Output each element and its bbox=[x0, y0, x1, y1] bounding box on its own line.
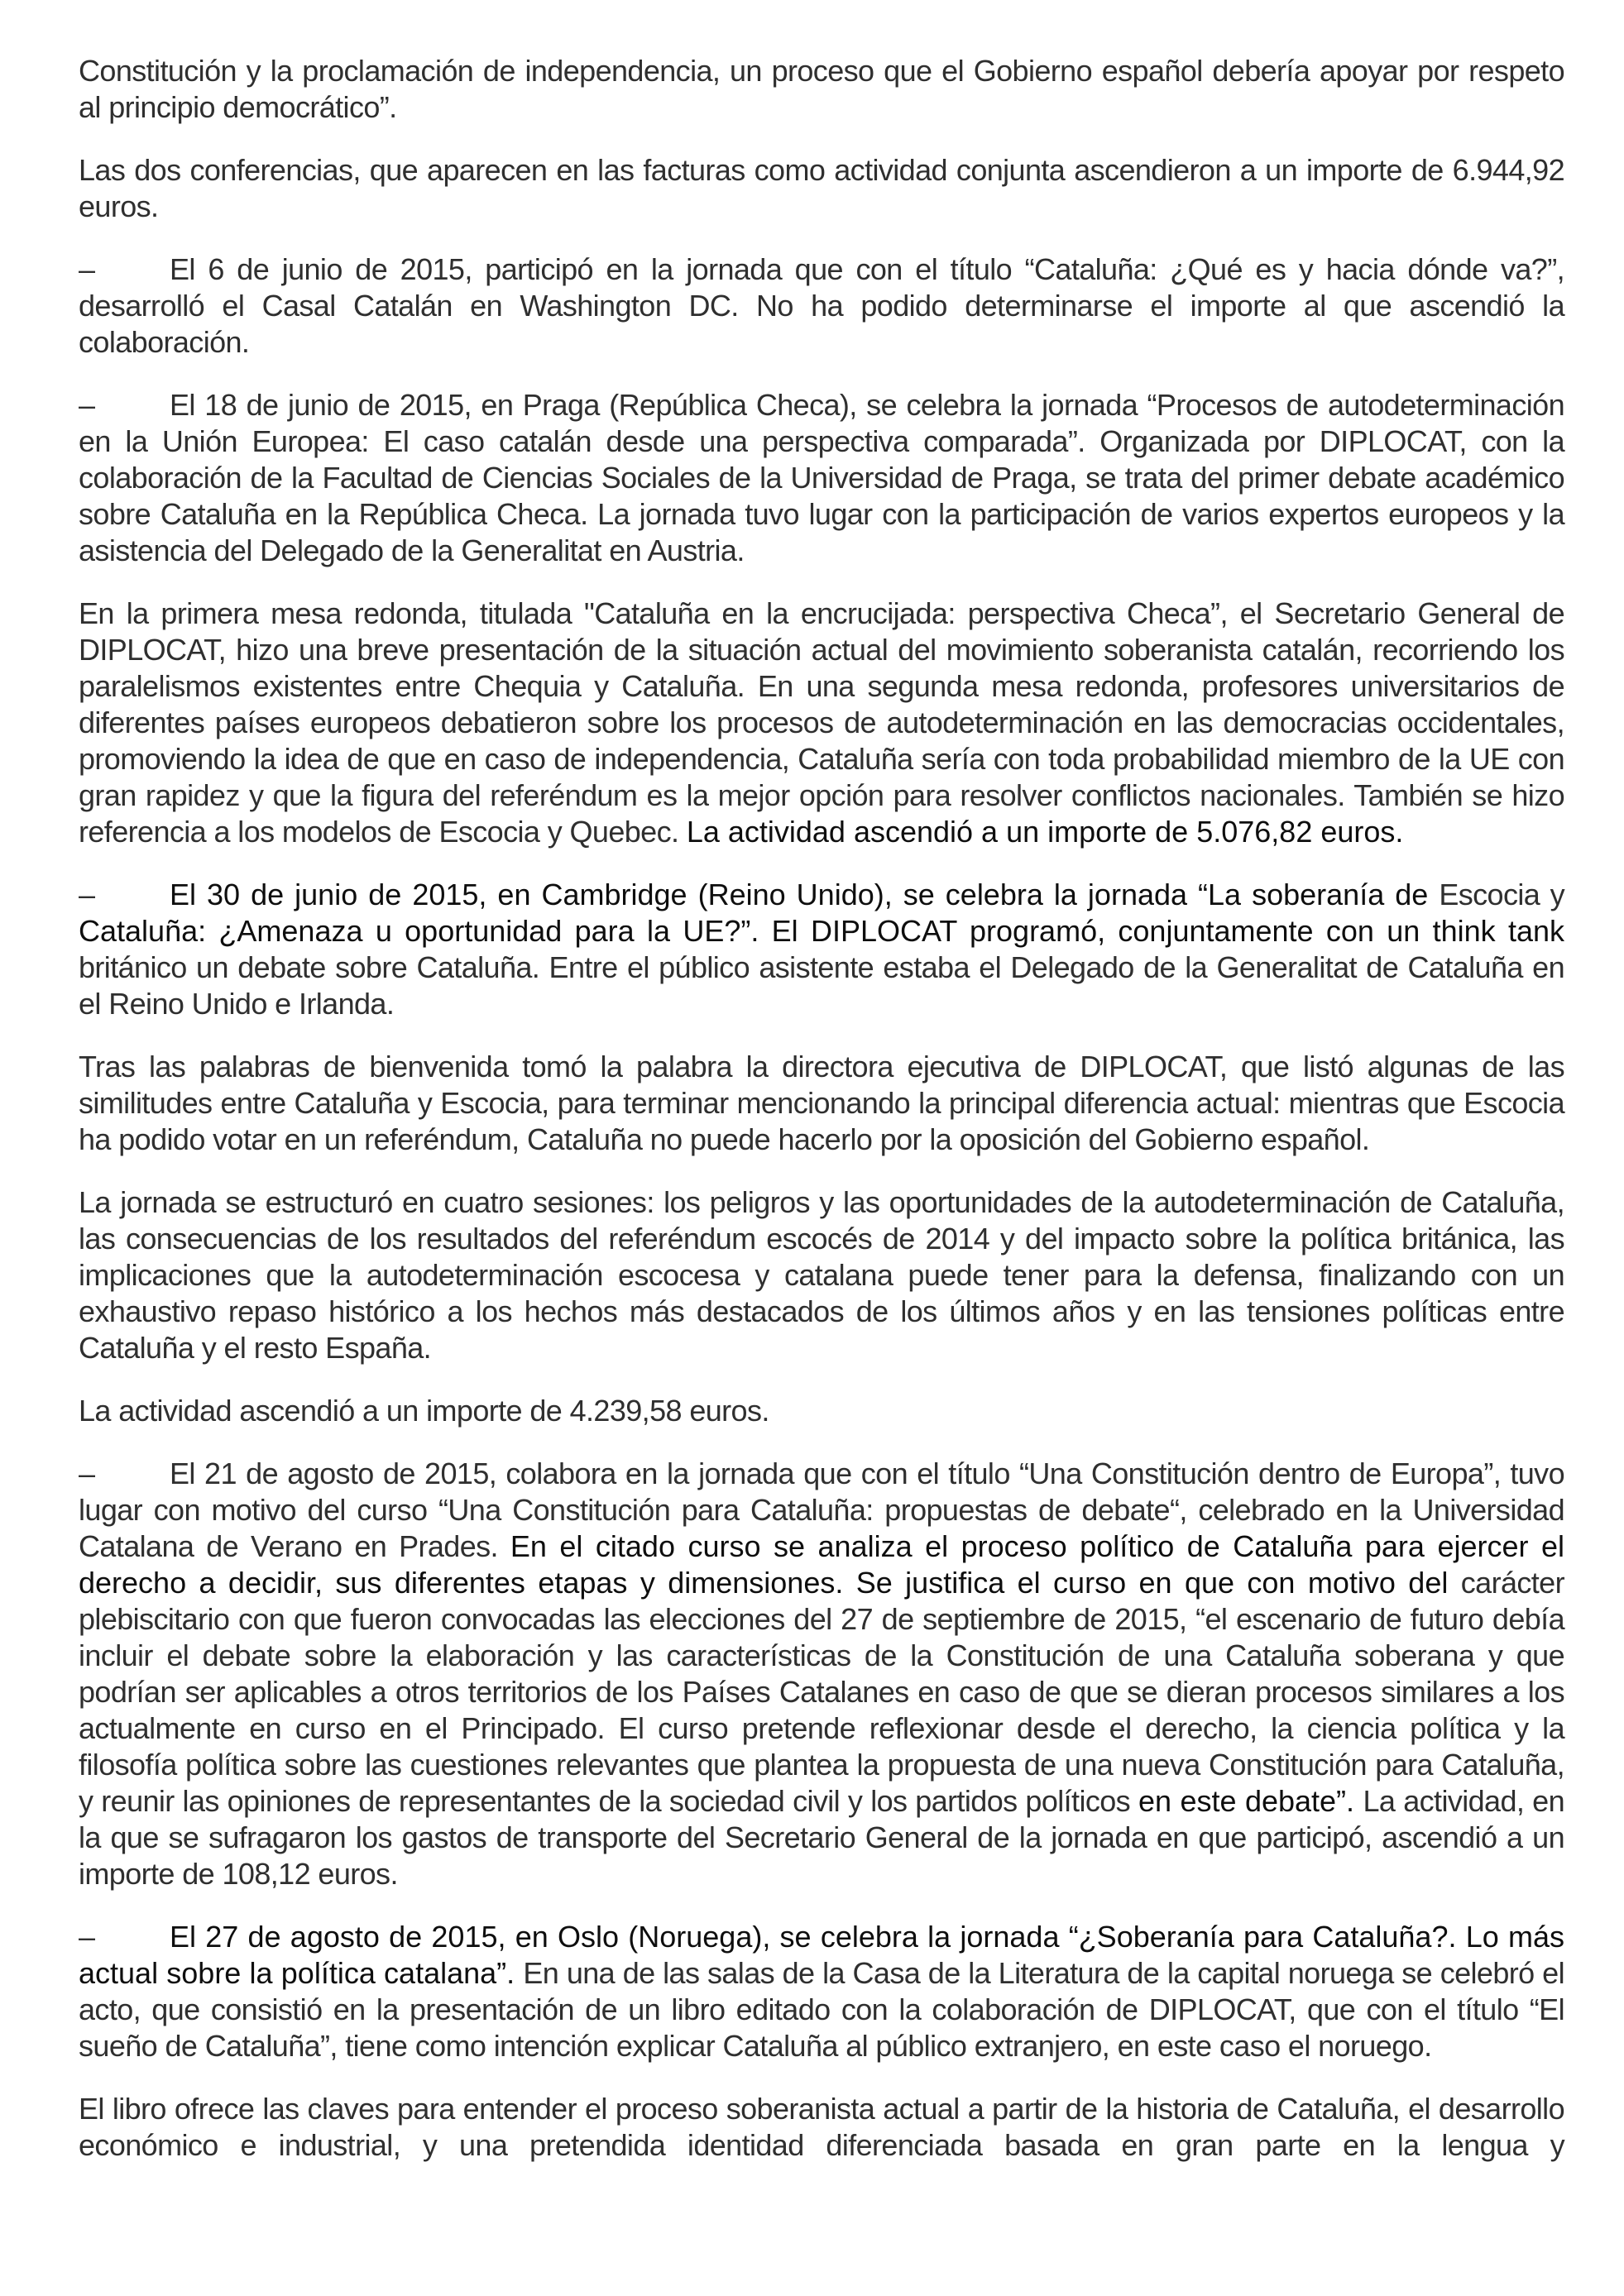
bullet-dash: – bbox=[79, 388, 96, 422]
text-run-narrow: Las dos conferencias, que aparecen en las facturas como actividad conjunta ascendieron a un importe de 6.944,92 euros. bbox=[79, 153, 1564, 223]
bullet-paragraph bbox=[79, 251, 1564, 361]
paragraph bbox=[79, 53, 1564, 126]
bullet-dash: – bbox=[79, 1457, 96, 1490]
text-run-regular: La actividad ascendió a un importe de 5.076,82 euros. bbox=[686, 815, 1404, 849]
text-run-narrow: Tras las palabras de bienvenida tomó la palabra la directora ejecutiva de DIPLOCAT, que listó algunas de las similitudes entre Cataluña y Escocia, para terminar mencionando la principal diferencia actual: mientras que Escocia ha podido votar en un referéndum, Cataluña no puede hacerlo por la oposición del Gobierno español. bbox=[79, 1050, 1564, 1156]
paragraph bbox=[79, 596, 1564, 850]
text-run-narrow: británico un debate sobre Cataluña. Entre el público asistente estaba el Delegado de la Generalitat de Cataluña en el Reino Unido e Irlanda. bbox=[79, 950, 1564, 1021]
text-run-narrow: El 6 de junio de 2015, participó en la jornada que con el título “Cataluña: ¿Qué es y hacia dónde va?”, desarrolló el Casal Catalán en Washington DC. No ha podido determinarse el importe al que ascendió la colaboración. bbox=[79, 252, 1564, 359]
text-run-regular: El 30 de junio de 2015, en Cambridge (Reino Unido), se celebra la jornada “La soberanía de bbox=[170, 878, 1440, 911]
bullet-paragraph bbox=[79, 877, 1564, 1022]
bullet-dash: – bbox=[79, 878, 96, 911]
text-run-narrow: Escocia y bbox=[1439, 878, 1564, 911]
text-run-narrow: El 18 de junio de 2015, en Praga (República Checa), se celebra la jornada “Procesos de autodeterminación en la Unión Europea: El caso catalán desde una perspectiva comparada”. Organizada por DIPLOCAT, con la colaboración de la Facultad de Ciencias Sociales de la Universidad de Praga, se trata del primer debate académico sobre Cataluña en la República Checa. La jornada tuvo lugar con la participación de varios expertos europeos y la asistencia del Delegado de la Generalitat en Austria. bbox=[79, 388, 1564, 567]
bullet-paragraph bbox=[79, 387, 1564, 569]
text-run-regular: En el citado curso se analiza el proceso político de Cataluña para ejercer el derecho a decidir, sus diferentes etapas y dimensiones. Se justifica el curso en que con motivo del bbox=[79, 1529, 1564, 1600]
text-run-narrow: En la primera mesa redonda, titulada "Cataluña en la encrucijada: perspectiva Checa”, el Secretario General de DIPLOCAT, hizo una breve presentación de la situación actual del movimiento soberanista catalán, recorriendo los paralelismos existentes entre Chequia y Cataluña. En una segunda mesa redonda, profesores universitarios de diferentes países europeos debatieron sobre los procesos de autodeterminación en las democracias occidentales, promoviendo la idea de que en caso de independencia, Cataluña sería con toda probabilidad miembro de la UE con gran rapidez y que la figura del referéndum es la mejor opción para resolver conflictos nacionales. También se hizo referencia a los modelos de Escocia y Quebec. bbox=[79, 596, 1564, 849]
paragraph bbox=[79, 152, 1564, 225]
bullet-dash: – bbox=[79, 252, 96, 286]
text-run-narrow: La actividad, en la que se sufragaron los gastos de transporte del Secretario General de la jornada en que participó, ascendió a un importe de 108,12 euros. bbox=[79, 1784, 1565, 1891]
text-run-narrow: La actividad ascendió a un importe de 4.239,58 euros. bbox=[79, 1394, 769, 1428]
text-run-narrow: En una de las salas de la Casa de la Literatura de la capital noruega se celebró el acto, que consistió en la presentación de un libro editado con la colaboración de DIPLOCAT, que con el título “El sueño de Cataluña”, tiene como intención explicar Cataluña al público extranjero, en este caso el noruego. bbox=[79, 1956, 1565, 2063]
text-run-narrow: El libro ofrece las claves para entender el proceso soberanista actual a partir de la historia de Cataluña, el desarrollo económico e industrial, y una pretendida identidad diferenciada basada en gran parte en la lengua y bbox=[79, 2092, 1564, 2162]
bullet-paragraph bbox=[79, 1456, 1564, 1892]
paragraph bbox=[79, 1049, 1564, 1158]
paragraph bbox=[79, 1393, 1564, 1429]
text-run-narrow: Constitución y la proclamación de independencia, un proceso que el Gobierno español debería apoyar por respeto al principio democrático”. bbox=[79, 54, 1564, 124]
text-run-narrow: La jornada se estructuró en cuatro sesiones: los peligros y las oportunidades de la autodeterminación de Cataluña, las consecuencias de los resultados del referéndum escocés de 2014 y del impacto sobre la política británica, las implicaciones que la autodeterminación escocesa y catalana puede tener para la defensa, finalizando con un exhaustivo repaso histórico a los hechos más destacados de los últimos años y en las tensiones políticas entre Cataluña y el resto España. bbox=[79, 1185, 1564, 1365]
bullet-paragraph bbox=[79, 1919, 1564, 2064]
text-run-narrow: carácter plebiscitario con que fueron convocadas las elecciones del 27 de septiembre de 2015, “el escenario de futuro debía incluir el debate sobre la elaboración y las características de la Constitución de una Cataluña soberana y que podrían ser aplicables a otros territorios de los Países Catalanes en caso de que se dieran procesos similares a los actualmente en curso en el Principado. El curso pretende reflexionar desde el derecho, la ciencia política y la filosofía política sobre las cuestiones relevantes que plantea la propuesta de una nueva Constitución para Cataluña, y reunir las opiniones de representantes de la sociedad civil y los partidos políticos bbox=[79, 1566, 1564, 1818]
paragraph bbox=[79, 1184, 1564, 1366]
text-run-regular: en este debate”. bbox=[1138, 1784, 1363, 1818]
text-run-narrow: El 21 de agosto de 2015, colabora en la jornada que con el título “Una Constitución dentro de Europa”, tuvo lugar con motivo del curso “Una Constitución para Cataluña: propuestas de debate“, celebrado en la Universidad Catalana de Verano en Prades. bbox=[79, 1457, 1564, 1563]
text-run-regular: El 27 de agosto de 2015, en Oslo (Noruega), se celebra la jornada “¿Soberanía para Cataluña?. Lo más actual sobre la política catalana”. bbox=[79, 1920, 1564, 1990]
text-run-regular: Cataluña: ¿Amenaza u oportunidad para la UE?”. El DIPLOCAT programó, conjuntamente con un think tank bbox=[79, 914, 1564, 948]
bullet-dash: – bbox=[79, 1920, 96, 1954]
paragraph bbox=[79, 2091, 1564, 2164]
